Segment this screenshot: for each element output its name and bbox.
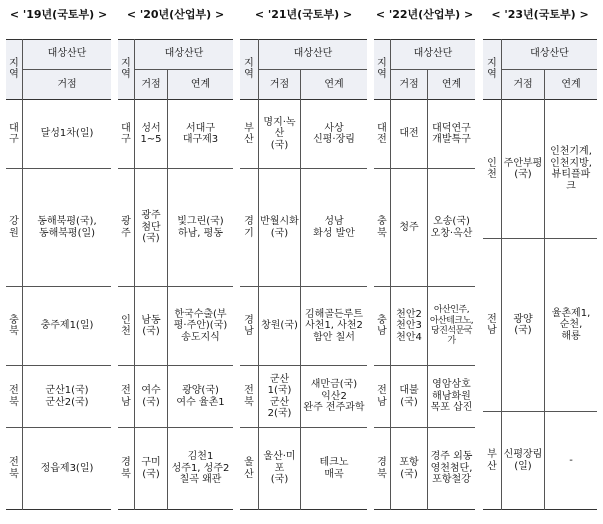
link-header: 연계 — [441, 78, 462, 90]
region-cell: 충 남 — [377, 314, 387, 337]
hub-cell: 반월시화 (국) — [260, 216, 299, 239]
hub-cell: 포항(국) — [399, 457, 419, 480]
link-cell: 한국수출(부 평·주안)(국) 송도지식 — [173, 308, 228, 343]
hub-cell: 청주 — [399, 221, 419, 233]
link-cell: - — [569, 454, 573, 466]
region-cell: 전 남 — [121, 385, 131, 408]
link-cell: 오송(국) 오창·옥산 — [430, 216, 473, 239]
panel-title: < '19년(국토부) > — [9, 8, 108, 21]
region-cell: 경 남 — [244, 314, 254, 337]
hub-cell: 군산1(국) 군산2(국) — [45, 385, 89, 408]
panel-2020 — [118, 0, 233, 524]
hub-cell: 충주제1(일) — [40, 320, 94, 332]
hub-cell: 달성1차(일) — [40, 128, 94, 140]
hub-cell: 울산·미포 (국) — [263, 451, 296, 486]
region-cell: 충 북 — [9, 314, 19, 337]
region-cell: 부 산 — [244, 122, 254, 145]
link-cell: 아산인주, 아산테크노, 당진석문국가 — [429, 305, 474, 347]
link-cell: 인천기계, 인천지방, 뷰티플파 크 — [550, 146, 592, 192]
link-header: 연계 — [190, 78, 211, 90]
table-2019 — [6, 39, 111, 510]
region-cell: 광 주 — [121, 216, 131, 239]
region-cell: 대 구 — [9, 122, 19, 145]
table-2021 — [240, 39, 367, 510]
region-header: 지역 — [377, 57, 387, 80]
panel-2022 — [374, 0, 475, 524]
link-cell: 율촌제1, 순천, 해룡 — [551, 307, 591, 342]
link-cell: 사상 신평·장림 — [313, 122, 355, 145]
panel-title: < '21년(국토부) > — [254, 8, 353, 21]
region-header: 지역 — [121, 57, 131, 80]
hub-cell: 남동(국) — [141, 314, 161, 337]
panel-title: < '23년(국토부) > — [491, 8, 589, 21]
table-2020 — [118, 39, 233, 510]
target-header: 대상산단 — [413, 48, 453, 60]
region-cell: 전 북 — [9, 385, 19, 408]
hub-header: 거점 — [141, 78, 161, 90]
hub-header: 거점 — [57, 78, 77, 90]
target-header: 대상산단 — [530, 48, 569, 60]
link-cell: 김해골든루트 사천1, 사천2 함안 칠서 — [305, 308, 363, 343]
hub-cell: 성서1~5 — [140, 122, 162, 145]
region-cell: 울 산 — [244, 457, 254, 480]
region-cell: 대 전 — [377, 122, 387, 145]
table-2023 — [483, 39, 597, 510]
region-cell: 전 북 — [244, 385, 254, 408]
link-cell: 대덕연구 개발특구 — [432, 122, 471, 145]
hub-cell: 대불(국) — [399, 385, 419, 408]
region-header: 지역 — [487, 57, 497, 80]
panel-2021 — [240, 0, 367, 524]
region-cell: 인 천 — [487, 157, 497, 180]
target-header: 대상산단 — [164, 48, 204, 60]
region-header: 지역 — [9, 57, 19, 80]
region-cell: 전 북 — [9, 457, 19, 480]
panel-2023 — [483, 0, 597, 524]
hub-header: 거점 — [513, 78, 533, 90]
hub-cell: 주안부평 (국) — [503, 157, 543, 180]
link-cell: 경주 외동 영천첨단, 포항철강 — [430, 451, 473, 486]
hub-cell: 군산1(국) 군산2(국) — [267, 373, 292, 419]
region-cell: 전 남 — [377, 385, 387, 408]
hub-cell: 신평장림 (일) — [503, 449, 543, 472]
region-cell: 충 북 — [377, 216, 387, 239]
link-cell: 새만금(국) 익산2 완주 전주과학 — [303, 379, 365, 414]
link-cell: 김천1 성주1, 성주2 칠곡 왜관 — [171, 451, 230, 486]
region-cell: 경 북 — [121, 457, 131, 480]
link-header: 연계 — [561, 78, 581, 90]
hub-cell: 동해북평(국), 동해북평(일) — [37, 216, 97, 239]
link-cell: 영암삼호 해남화원 목포 삽진 — [430, 379, 473, 414]
link-cell: 테크노 매곡 — [319, 457, 349, 480]
region-cell: 대 구 — [121, 122, 131, 145]
region-cell: 경 북 — [377, 457, 387, 480]
region-header: 지역 — [244, 57, 254, 80]
target-header: 대상산단 — [47, 48, 87, 60]
region-cell: 전 남 — [487, 313, 497, 336]
hub-cell: 창원(국) — [261, 320, 298, 332]
panel-title: < '20년(산업부) > — [126, 8, 225, 21]
target-header: 대상산단 — [293, 48, 333, 60]
hub-header: 거점 — [269, 78, 290, 90]
table-2022 — [374, 39, 475, 510]
region-cell: 인 천 — [121, 314, 131, 337]
hub-cell: 광양 (국) — [513, 313, 533, 336]
hub-cell: 명지·녹산 (국) — [263, 116, 296, 151]
hub-cell: 천안2 천안3 천안4 — [396, 308, 422, 343]
hub-cell: 구미(국) — [141, 457, 161, 480]
hub-cell: 대전 — [399, 128, 419, 140]
region-cell: 경 기 — [244, 216, 254, 239]
link-cell: 빛그린(국) 하남, 평동 — [177, 216, 224, 239]
link-cell: 광양(국) 여수 율촌1 — [176, 385, 225, 408]
hub-cell: 광주 첨단 (국) — [141, 210, 161, 245]
hub-cell: 정읍제3(일) — [40, 462, 94, 474]
hub-header: 거점 — [399, 78, 419, 90]
link-header: 연계 — [324, 78, 344, 90]
panel-title: < '22년(산업부) > — [375, 8, 474, 21]
link-cell: 서대구 대구제3 — [182, 122, 219, 145]
region-cell: 강 원 — [9, 216, 19, 239]
link-cell: 성남 화성 발안 — [313, 216, 355, 239]
panel-2019 — [6, 0, 111, 524]
region-cell: 부 산 — [487, 449, 497, 472]
hub-cell: 여수(국) — [141, 385, 161, 408]
